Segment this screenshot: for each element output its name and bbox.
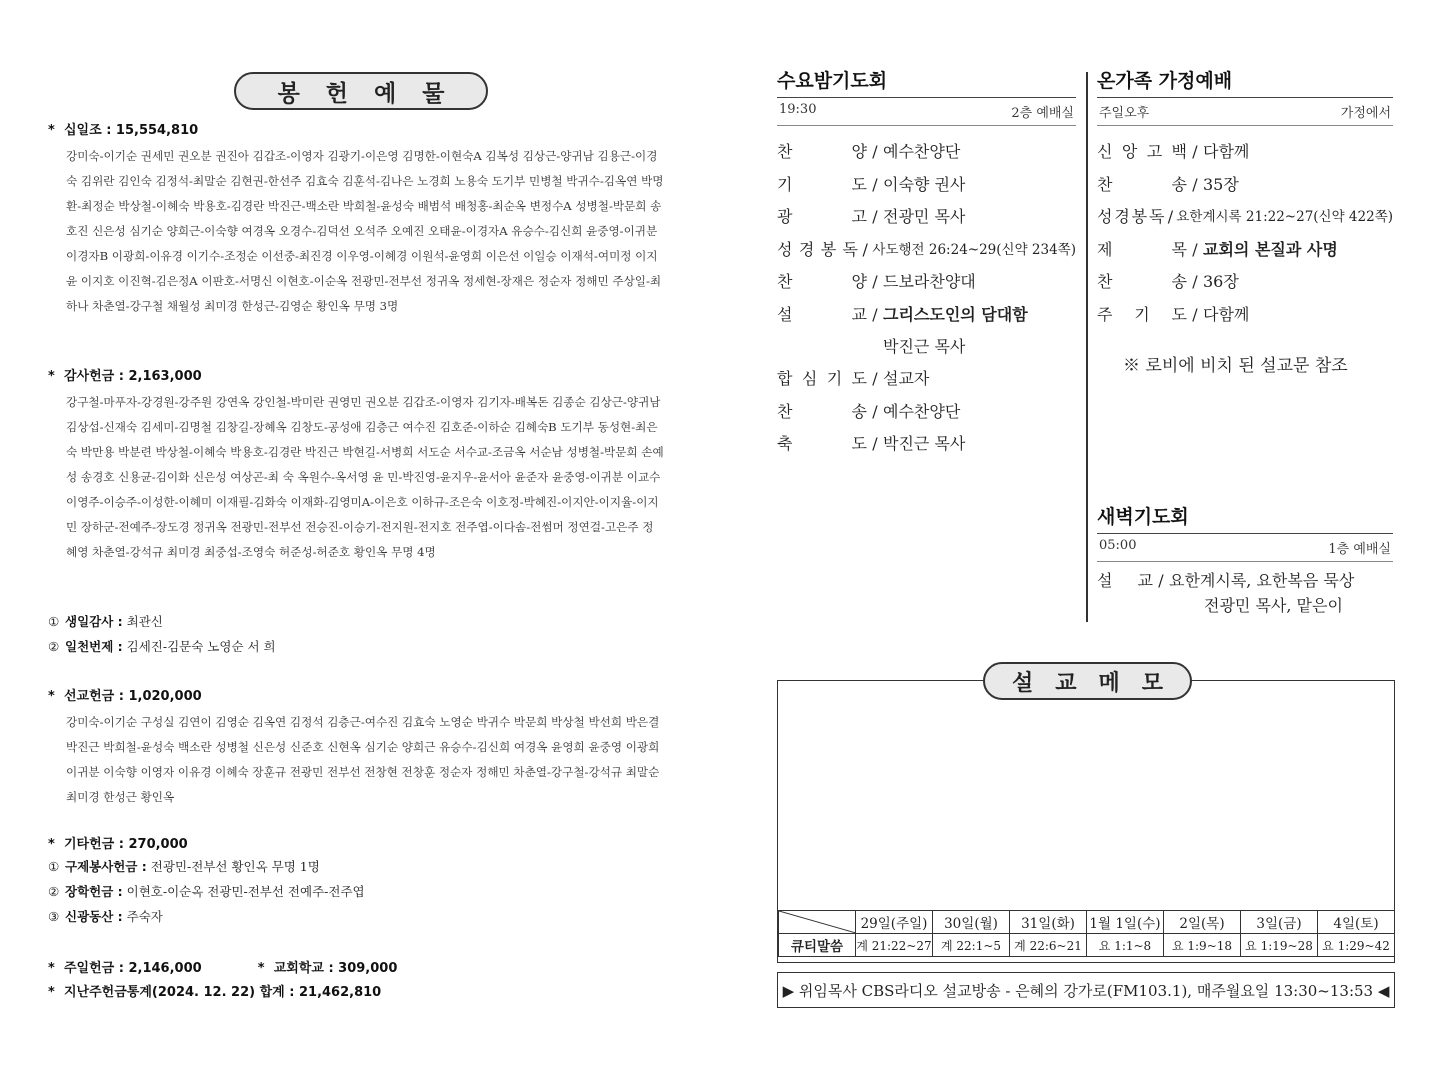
mission-names: 강미숙-이기순 구성실 김연이 김영순 김옥연 김정석 김층근-여수진 김효숙 노영순 박귀수 박문희 박상철 박선희 박은결 박진근 박희철-윤성숙 백소란 성병철 신은성 신준호 신현옥 심기순 양희근 유승수-김신희 여경옥 윤영희 윤중영 이광희 이귀분 이숙향 이영자 이유경 이혜숙 장훈규 전광민 전부선 전창현 전창훈 정순자 정해민 차춘열-강구철-강석규 최말순 최미경 한성근 황인옥 (66, 715, 660, 804)
offering-title: 봉헌예물 (234, 72, 488, 110)
sermon-note: ※ 로비에 비치 된 설교문 참조 (1123, 356, 1348, 376)
service-order-label: 찬 송 (777, 401, 867, 421)
service-order-value: 설교자 (883, 369, 930, 388)
service-order-label: 주 기 도 (1097, 304, 1187, 324)
service-order-row: 찬 송 / 예수찬양단 (777, 396, 1076, 429)
service-order-value: 드보라찬양대 (883, 272, 976, 291)
service-order-value: 다함께 (1203, 304, 1250, 324)
dawn-sermon-row: 설 교 / 요한계시록, 요한복음 묵상 (1097, 568, 1393, 594)
qt-day: 1월 1일(수) (1087, 911, 1164, 934)
service-order-label: 찬 송 (1097, 272, 1187, 291)
wednesday-place: 2층 예배실 (1011, 106, 1074, 121)
service-order-row: 기 도 / 이숙향 권사 (777, 169, 1076, 202)
mission-label: 선교헌금 : 1,020,000 (64, 689, 202, 704)
service-order-value: 35장 (1203, 174, 1239, 194)
service-order-value: 그리스도인의 담대함 (883, 304, 1028, 324)
birthday-line: ① 생일감사 : 최관신 (48, 614, 163, 629)
service-order-value: 다함께 (1203, 142, 1250, 161)
service-order-value: 교회의 본질과 사명 (1203, 239, 1338, 259)
service-order-value: 박진근 목사 (883, 434, 966, 453)
service-order-row: 광 고 / 전광민 목사 (777, 201, 1076, 234)
service-order-label: 성 경 봉 독 (777, 239, 858, 259)
qt-ref: 계 21:22~27 (856, 934, 933, 957)
service-order-row: 주 기 도 / 다함께 (1097, 299, 1393, 332)
qt-day: 31일(화) (1010, 911, 1087, 934)
service-order-label: 설 교 (777, 304, 867, 324)
dawn-title: 새벽기도회 (1097, 506, 1189, 528)
weekly-total-line (48, 984, 664, 1002)
tithe-section (48, 122, 664, 319)
qt-ref: 요 1:29~42 (1318, 934, 1395, 957)
service-order-row: 찬 양 / 예수찬양단 (777, 136, 1076, 169)
service-order-label: 찬 양 (777, 272, 867, 291)
firstday-line: ② 일천번제 : 김세진-김문숙 노영순 서 희 (48, 639, 276, 654)
thanks-label: 감사헌금 : 2,163,000 (64, 369, 202, 384)
qt-ref: 계 22:6~21 (1010, 934, 1087, 957)
family-order (1097, 136, 1393, 331)
other-item: ③ 신광동산 : 주숙자 (48, 909, 163, 924)
memo-title: 설교메모 (983, 662, 1192, 700)
service-order-value: 전광민 목사 (883, 207, 966, 226)
qt-day: 3일(금) (1241, 911, 1318, 934)
qt-ref-row (779, 934, 1395, 957)
sunday-offering: 주일헌금 : 2,146,000 (64, 961, 202, 976)
service-order-row: 찬 송 / 36장 (1097, 266, 1393, 299)
service-order-label: 제 목 (1097, 239, 1187, 259)
wednesday-title: 수요밤기도회 (777, 70, 888, 92)
star-icon: * (48, 689, 55, 704)
service-order-value: 사도행전 26:24~29(신약 234쪽) (872, 241, 1076, 258)
family-service (1097, 68, 1393, 376)
star-icon: * (48, 369, 55, 384)
star-icon: * (48, 123, 55, 138)
qt-row-label: 큐티말씀 (779, 934, 856, 957)
sunday-line (48, 960, 664, 978)
wednesday-time: 19:30 (779, 102, 817, 117)
family-title: 온가족 가정예배 (1097, 70, 1233, 92)
star-icon: * (48, 837, 55, 852)
dawn-time: 05:00 (1099, 538, 1137, 553)
wednesday-service (777, 68, 1076, 461)
service-order-label: 성 경 봉 독 (1097, 207, 1165, 226)
service-order-value: 이숙향 권사 (883, 174, 966, 194)
qt-day: 4일(토) (1318, 911, 1395, 934)
service-order-row: 설 교 / 그리스도인의 담대함 (777, 299, 1076, 332)
dawn-preacher: 전광민 목사, 맡은이 (1204, 596, 1343, 615)
service-order-label: 찬 양 (777, 142, 867, 161)
qt-header-row (779, 911, 1395, 934)
dawn-service (1097, 504, 1393, 618)
family-place: 가정에서 (1340, 106, 1391, 121)
qt-day: 29일(주일) (856, 911, 933, 934)
wednesday-order (777, 136, 1076, 461)
qt-table (778, 910, 1395, 957)
qt-ref: 계 22:1~5 (933, 934, 1010, 957)
service-order-label: 축 도 (777, 434, 867, 453)
service-order-value: 요한계시록 21:22~27(신약 422쪽) (1176, 209, 1393, 225)
service-order-value: 예수찬양단 (883, 142, 961, 161)
qt-corner (779, 911, 856, 934)
service-order-value: 36장 (1203, 272, 1239, 291)
dawn-sermon-text: 요한계시록, 요한복음 묵상 (1169, 571, 1355, 590)
dawn-place: 1층 예배실 (1328, 542, 1391, 557)
qt-ref: 요 1:1~8 (1087, 934, 1164, 957)
preacher-name: 박진근 목사 (883, 337, 966, 356)
service-order-row: 제 목 / 교회의 본질과 사명 (1097, 234, 1393, 267)
weekly-total: 지난주헌금통계(2024. 12. 22) 합계 : 21,462,810 (64, 985, 382, 1000)
qt-day: 30일(월) (933, 911, 1010, 934)
service-order-row: 찬 송 / 35장 (1097, 169, 1393, 202)
tithe-names: 강미숙-이기순 권세민 권오분 권진아 김갑조-이영자 김광기-이은영 김명한-이현숙A 김복성 김상근-양귀남 김용근-이경숙 김위란 김인숙 김정석-최말순 김현권-한선주 김효숙 김훈석-김나은 노경희 노용숙 도기부 민병철 박귀수-김옥연 박명환-최정순 박상철-이혜숙 박용호-김경란 박진근-백소란 박희철-윤성숙 배범석 배청홍-최순옥 변정수A 성병철-박문희 송호진 신은성 심기순 양희근-이숙향 여경옥 오경수-김덕선 오석주 오예진 오태윤-이경자A 유승수-김신희 윤중영-이귀분 이경자B 이광희-이유경 이기수-조정순 이선중-최진경 이우영-이혜경 이원석-윤영희 이은선 이일승 이재석-여미정 이지윤 이지호 이진혁-김은정A 이판호-서명신 이현호-이순옥 전광민-전부선 정귀옥 정세현-장재은 정순자 정해민 주상일-최하나 차춘열-강구철 채월성 최미경 한성근-김영순 황인옥 무명 3명 (66, 149, 664, 313)
other-label: 기타헌금 : 270,000 (64, 837, 188, 852)
service-order-value: 예수찬양단 (883, 401, 961, 421)
service-order-row: 신 앙 고 백 / 다함께 (1097, 136, 1393, 169)
star-icon: * (257, 961, 265, 976)
service-order-row: 합 심 기 도 / 설교자 (777, 363, 1076, 396)
other-item: ② 장학헌금 : 이현호-이순옥 전광민-전부선 전예주-전주엽 (48, 884, 365, 899)
service-order-row: 성 경 봉 독 / 요한계시록 21:22~27(신약 422쪽) (1097, 201, 1393, 234)
diagonal-line-icon (779, 911, 856, 933)
family-time: 주일오후 (1099, 106, 1150, 121)
column-divider (1086, 72, 1088, 622)
qt-day: 2일(목) (1164, 911, 1241, 934)
star-icon: * (48, 985, 55, 1000)
other-section (48, 836, 664, 929)
service-order-label: 합 심 기 도 (777, 369, 867, 388)
service-order-label: 신 앙 고 백 (1097, 142, 1187, 161)
tithe-label: 십일조 : 15,554,810 (64, 123, 199, 138)
school-offering: 교회학교 : 309,000 (273, 961, 398, 976)
qt-ref: 요 1:9~18 (1164, 934, 1241, 957)
service-order-label: 찬 송 (1097, 174, 1187, 194)
star-icon: * (48, 961, 55, 976)
service-order-label: 광 고 (777, 207, 867, 226)
other-item: ① 구제봉사헌금 : 전광민-전부선 황인옥 무명 1명 (48, 859, 320, 874)
service-order-row: 축 도 / 박진근 목사 (777, 428, 1076, 461)
mission-section (48, 688, 664, 810)
service-order-label: 기 도 (777, 174, 867, 194)
service-order-row: 성 경 봉 독 / 사도행전 26:24~29(신약 234쪽) (777, 234, 1076, 267)
qt-ref: 요 1:19~28 (1241, 934, 1318, 957)
service-order-row: 찬 양 / 드보라찬양대 (777, 266, 1076, 299)
radio-broadcast-banner: ▶ 위임목사 CBS라디오 설교방송 - 은혜의 강가로(FM103.1), 매주월요일 13:30~13:53 ◀ (777, 972, 1395, 1008)
thanks-section (48, 368, 664, 565)
thanks-names: 강구철-마푸자-강경원-강주원 강연옥 강인철-박미란 권영민 권오분 김갑조-이영자 김기자-배복돈 김종순 김상근-양귀남 김상섭-신재숙 김세미-김명철 김창길-장혜옥 김창도-공성애 김층근 여수진 김호준-이하순 김혜숙B 도기부 동성현-최은숙 박만용 박분련 박상철-이혜숙 박용호-김경란 박진근 박현길-서병희 서도순 서수교-조금옥 서순남 성병철-박문희 손예성 송경호 신용균-김이화 신은성 여상곤-최 숙 옥원수-옥서영 윤 민-박진영-윤지우-윤서아 윤준자 윤중영-이귀분 이교수 이영주-이승주-이성한-이혜미 이재필-김화숙 이재화-김영미A-이은호 이하규-조은숙 이호정-박혜진-이지안-이지율-이지민 장하군-전예주-장도경 정귀옥 전광민-전부선 전승진-이승기-전지원-전지호 전주엽-이다솜-전썸머 정연걸-고은주 정혜영 차춘열-강석규 최미경 최중섭-조영숙 허준성-허준호 황인옥 무명 4명 (66, 395, 664, 559)
